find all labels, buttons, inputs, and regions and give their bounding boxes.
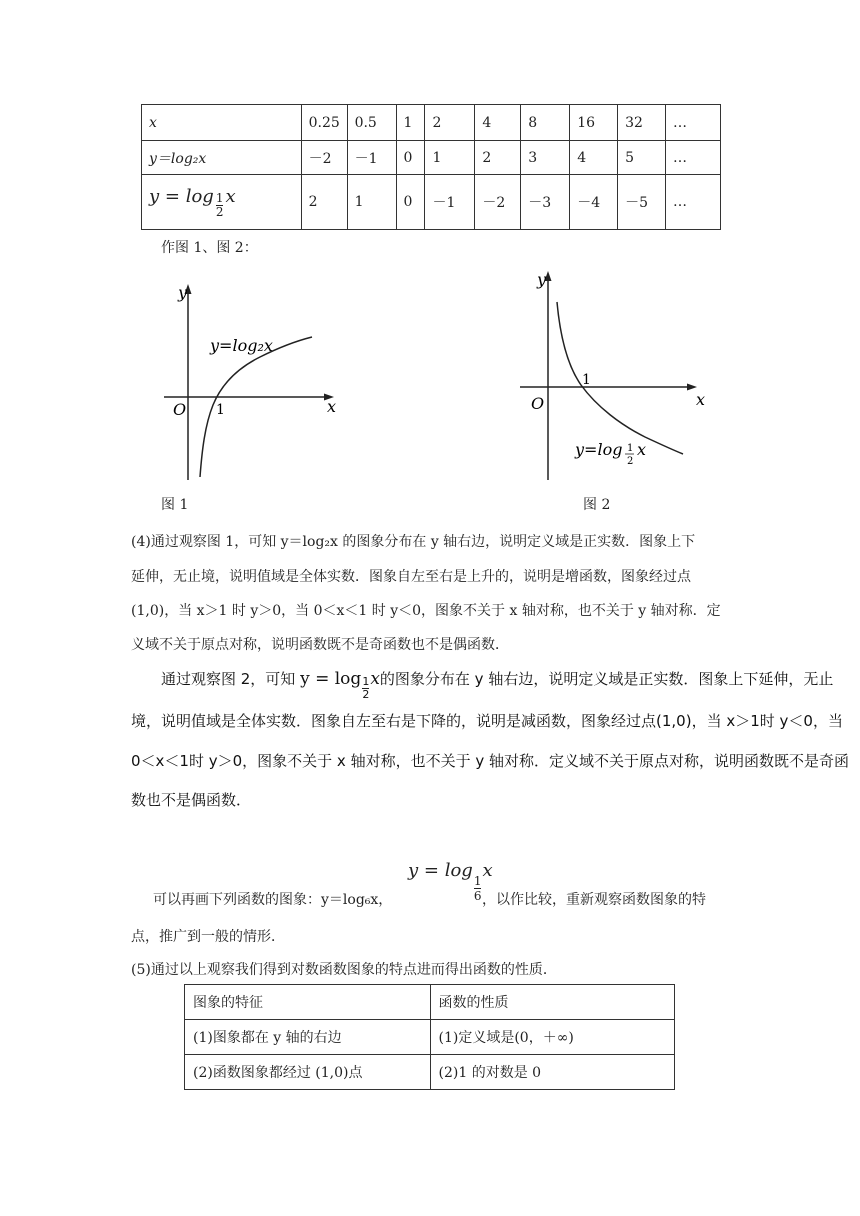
cell: －3 xyxy=(521,175,570,230)
cell: 1 xyxy=(396,105,425,141)
curve-label: y=log₂x xyxy=(210,336,273,355)
value-table xyxy=(141,104,721,230)
cell: －1 xyxy=(347,141,396,175)
cell: 32 xyxy=(618,105,666,141)
origin-label: O xyxy=(531,394,545,413)
x-axis-label: x xyxy=(327,397,337,416)
cell: (2)1 的对数是 0 xyxy=(430,1055,675,1090)
fig2-para-line3: 0＜x＜1时 y＞0，图象不关于 x 轴对称，也不关于 y 轴对称．定义域不关于原点对称，说明函数既不是奇函 xyxy=(131,752,849,770)
cell: (1)图象都在 y 轴的右边 xyxy=(185,1020,431,1055)
cell: 4 xyxy=(475,105,521,141)
para5: (5)通过以上观察我们得到对数函数图象的特点进而得出函数的性质． xyxy=(131,962,557,978)
cell: … xyxy=(666,105,721,141)
cell: 3 xyxy=(521,141,570,175)
cell: 2 xyxy=(425,105,475,141)
tick-one-label: 1 xyxy=(216,402,225,418)
fig2-para-line2: 境，说明值域是全体实数．图象自左至右是下降的，说明是减函数，图象经过点(1,0)，当 x＞1时 y＜0，当 xyxy=(131,712,843,730)
extra-line1-a: 可以再画下列函数的图象：y＝log₆x， xyxy=(153,892,393,908)
figure-2 xyxy=(515,265,715,490)
cell: －5 xyxy=(618,175,666,230)
cell: －2 xyxy=(301,141,347,175)
log-half-curve xyxy=(557,302,683,454)
table-row-log2 xyxy=(142,141,721,175)
header-cell: 函数的性质 xyxy=(430,985,675,1020)
x-axis-label: x xyxy=(696,390,706,409)
cell: －1 xyxy=(425,175,475,230)
y-axis-label: y xyxy=(537,270,547,289)
fig2-para-line4: 数也不是偶函数． xyxy=(131,791,252,809)
para4-line1: (4)通过观察图 1，可知 y＝log₂x 的图象分布在 y 轴右边，说明定义域是正实数．图象上下 xyxy=(131,534,696,550)
fig2-para-line1: 通过观察图 2，可知 y = log $\frac{1}{2}$ x的图象分布在 y 轴右边，说明定义域是正实数．图象上下延伸，无止 xyxy=(161,669,834,701)
properties-table xyxy=(184,984,675,1090)
origin-label: O xyxy=(173,400,187,419)
curve-label: y=log xyxy=(575,440,623,459)
cell: 2 xyxy=(301,175,347,230)
figure-1-caption: 图 1 xyxy=(161,497,189,513)
cell: 0 xyxy=(396,141,425,175)
table-row-loghalf xyxy=(142,175,721,230)
cell: －4 xyxy=(570,175,618,230)
cell: (2)函数图象都经过 (1,0)点 xyxy=(185,1055,431,1090)
cell: … xyxy=(666,141,721,175)
log-sixth-expression: y = log $\frac{1}{6}$ x xyxy=(408,860,493,903)
table-row xyxy=(185,1020,675,1055)
cell: 8 xyxy=(521,105,570,141)
cell: －2 xyxy=(475,175,521,230)
cell: 0 xyxy=(396,175,425,230)
cell: 5 xyxy=(618,141,666,175)
row-label-loghalf: y = log $\frac{1}{2}$ x xyxy=(142,175,302,230)
figure-1 xyxy=(160,280,360,485)
cell: 1 xyxy=(347,175,396,230)
row-label-x: x xyxy=(142,105,302,141)
para4-line4: 义域不关于原点对称，说明函数既不是奇函数也不是偶函数． xyxy=(131,637,509,653)
figure-2-caption: 图 2 xyxy=(583,497,611,513)
cell: 0.25 xyxy=(301,105,347,141)
table-header-row xyxy=(185,985,675,1020)
table-row xyxy=(185,1055,675,1090)
intro-text: 作图 1、图 2： xyxy=(161,240,258,256)
curve-label-suffix: x xyxy=(637,440,647,459)
cell: 1 xyxy=(425,141,475,175)
header-cell: 图象的特征 xyxy=(185,985,431,1020)
curve-label-sub-bottom: 2 xyxy=(627,456,634,467)
cell: 16 xyxy=(570,105,618,141)
y-axis-label: y xyxy=(178,283,188,302)
table-row-x xyxy=(142,105,721,141)
para4-line3: (1,0)，当 x＞1 时 y＞0，当 0＜x＜1 时 y＜0，图象不关于 x 轴对称，也不关于 y 轴对称．定 xyxy=(131,603,721,619)
tick-one-label: 1 xyxy=(582,372,591,388)
cell: 0.5 xyxy=(347,105,396,141)
curve-label-sub-top: 1 xyxy=(627,443,634,454)
cell: 4 xyxy=(570,141,618,175)
row-label-log2: y＝log₂x xyxy=(142,141,302,175)
para4-line2: 延伸，无止境，说明值域是全体实数．图象自左至右是上升的，说明是增函数，图象经过点 xyxy=(131,569,691,585)
extra-line2: 点，推广到一般的情形． xyxy=(131,929,285,945)
cell: (1)定义域是(0，＋∞) xyxy=(430,1020,675,1055)
extra-line1-b: ，以作比较，重新观察函数图象的特 xyxy=(482,892,706,908)
cell: … xyxy=(666,175,721,230)
cell: 2 xyxy=(475,141,521,175)
